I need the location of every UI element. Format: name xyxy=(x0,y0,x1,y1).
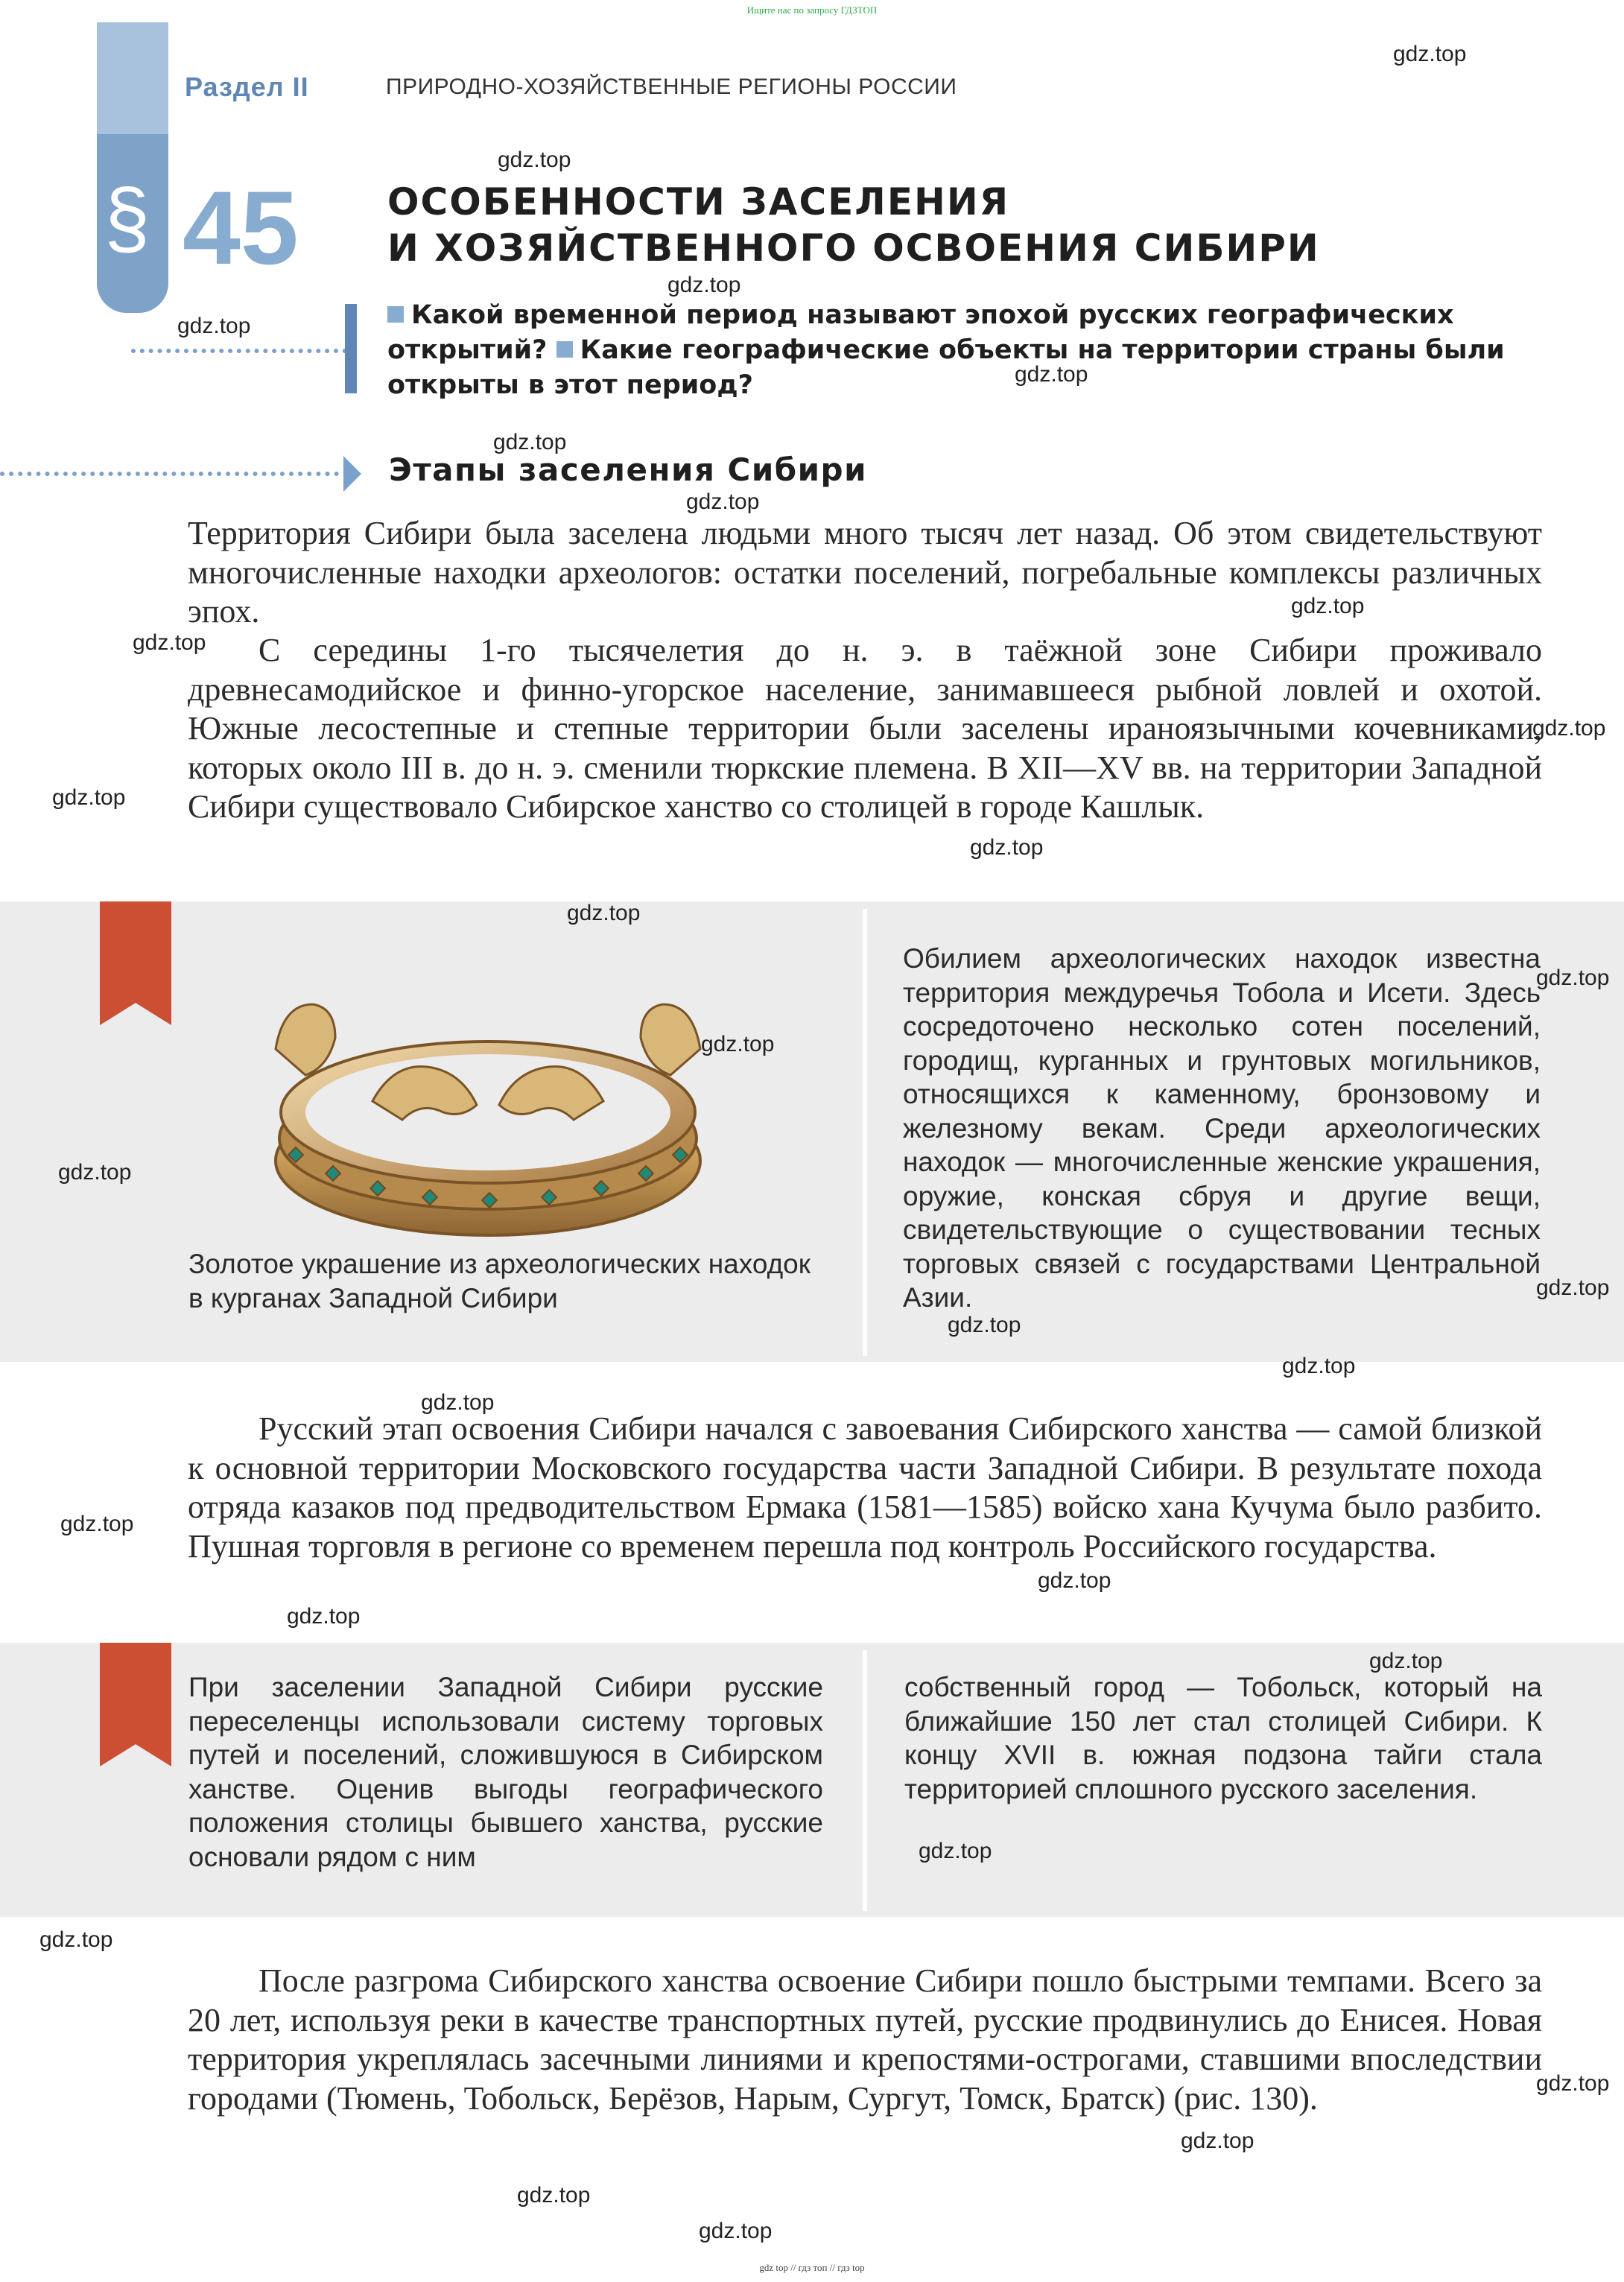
watermark: gdz.top xyxy=(517,2183,591,2207)
running-head: ПРИРОДНО-ХОЗЯЙСТВЕННЫЕ РЕГИОНЫ РОССИИ xyxy=(386,75,957,99)
watermark: gdz.top xyxy=(686,489,760,514)
gold-ornament-image xyxy=(261,960,715,1243)
watermark: gdz.top xyxy=(970,835,1044,860)
watermark: gdz.top xyxy=(1015,362,1088,387)
info-panel-2-right-text: собственный город — Тобольск, который на ближайшие 150 лет стал столицей Сибири. К концу XVII в. южная подзона тайги стала территорией сплошного русского заселения. xyxy=(904,1672,1542,1804)
watermark: gdz.top xyxy=(1369,1649,1443,1673)
dotted-leader xyxy=(0,472,339,476)
watermark: gdz.top xyxy=(133,630,206,655)
watermark: gdz.top xyxy=(287,1604,361,1629)
watermark: gdz.top xyxy=(667,273,741,297)
panel-divider xyxy=(863,909,867,1356)
watermark: gdz.top xyxy=(699,2219,773,2243)
body-paragraph-2: С середины 1-го тысячелетия до н. э. в таёжной зоне Сибири проживало древнесамодийское и финно-угорское население, занимавшееся рыбной ловлей и охотой. Южные лесостепные и степные территории были заселены ираноязычными кочевниками, которых около III в. до н. э. сменили тюркские племена. В XII—XV вв. на территории Западной Сибири существовало Сибирское ханство со столицей в городе Кашлык. xyxy=(188,632,1542,825)
body-paragraph-1: Территория Сибири была заселена людьми много тысяч лет назад. Об этом свидетельствуют многочисленные находки археологов: остатки поселений, погребальные комплексы различных эпох. xyxy=(188,515,1542,630)
body-paragraph-4: После разгрома Сибирского ханства освоение Сибири пошло быстрыми темпами. Всего за 20 лет, используя реки в качестве транспортных путей, русские продвинулись до Енисея. Новая территория укреплялась засечными линиями и крепостями-острогами, ставшими впоследствии городами (Тюмень, Тобольск, Берёзов, Нарым, Сургут, Томск, Братск) (рис. 130). xyxy=(188,1962,1542,2117)
subheading: Этапы заселения Сибири xyxy=(389,451,868,488)
watermark: gdz.top xyxy=(1536,1275,1610,1300)
watermark: gdz.top xyxy=(39,1927,113,1952)
body-paragraph-3: Русский этап освоения Сибири начался с завоевания Сибирского ханства — самой близкой к основной территории Московского государства части Западной Сибири. В результате похода отряда казаков под предводительством Ермака (1581—1585) войско хана Кучума было разбито. Пушная торговля в регионе со временем перешла под контроль Российского государства. xyxy=(188,1410,1542,1565)
top-note: Ищите нас по запросу ГДЗТОП xyxy=(746,4,878,16)
watermark: gdz.top xyxy=(421,1390,495,1415)
square-bullet-icon xyxy=(387,306,404,323)
watermark: gdz.top xyxy=(1532,716,1606,741)
watermark: gdz.top xyxy=(1536,2071,1610,2096)
watermark: gdz.top xyxy=(1393,42,1467,66)
watermark: gdz.top xyxy=(1038,1568,1111,1593)
square-bullet-icon xyxy=(556,341,573,358)
section-label: Раздел II xyxy=(185,72,309,102)
image-caption: Золотое украшение из археологических находок в курганах Западной Сибири xyxy=(188,1249,811,1313)
questions-bar xyxy=(345,304,357,393)
watermark: gdz.top xyxy=(177,314,251,338)
watermark: gdz.top xyxy=(52,785,126,810)
section-tab-highlight xyxy=(97,22,168,134)
chapter-title xyxy=(387,179,1320,271)
chapter-title-line-2: И ХОЗЯЙСТВЕННОГО ОСВОЕНИЯ СИБИРИ xyxy=(387,226,1320,270)
dotted-leader xyxy=(131,349,347,353)
arrow-right-icon xyxy=(343,456,361,492)
question-1: Какой временной период называют эпохой русских географических открытий? xyxy=(387,300,1454,365)
panel-divider xyxy=(863,1650,867,1911)
watermark: gdz.top xyxy=(1181,2129,1255,2153)
watermark: gdz.top xyxy=(493,430,567,454)
chapter-title-line-1: ОСОБЕННОСТИ ЗАСЕЛЕНИЯ xyxy=(387,180,1010,224)
intro-questions xyxy=(387,298,1520,403)
watermark: gdz.top xyxy=(701,1032,775,1056)
watermark: gdz.top xyxy=(1282,1354,1356,1378)
watermark: gdz.top xyxy=(567,901,641,925)
watermark: gdz.top xyxy=(60,1512,134,1536)
watermark: gdz.top xyxy=(1536,966,1610,990)
bottom-note: gdz top // гдз топ // гдз top xyxy=(759,2262,865,2273)
watermark: gdz.top xyxy=(1291,594,1365,618)
watermark: gdz.top xyxy=(919,1839,992,1863)
paragraph-sign: § xyxy=(104,172,150,264)
watermark: gdz.top xyxy=(498,148,571,172)
paragraph-number: 45 xyxy=(183,169,299,286)
info-panel-2-left-text: При заселении Западной Сибири русские переселенцы использовали систему торговых путей и поселений, сложившуюся в Сибирском ханстве. Оценив выгоды географического положения столицы бывшего ханства, русские основали рядом с ним xyxy=(188,1672,823,1872)
watermark: gdz.top xyxy=(58,1160,132,1185)
question-2: Какие географические объекты на территории страны были открыты в этот период? xyxy=(387,335,1505,400)
info-panel-1-text: Обилием археологических находок известна территория междуречья Тобола и Исети. Здесь сосредоточено несколько сотен поселений, городищ, курганных и грунтовых могильников, относящихся к каменному, бронзовому и железному векам. Среди археологических находок — многочисленные женские украшения, оружие, конская сбруя и другие вещи, свидетельствующие о существовании тесных торговых связей с государствами Центральной Азии. xyxy=(903,943,1541,1313)
watermark: gdz.top xyxy=(948,1313,1021,1337)
